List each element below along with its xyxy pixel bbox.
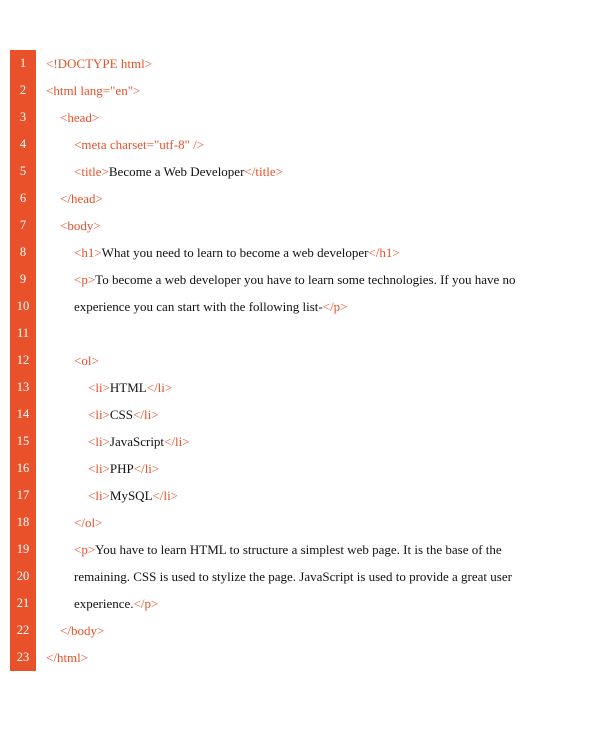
code-token-tag: <li> (88, 407, 110, 422)
line-number: 9 (19, 272, 27, 286)
code-line (10, 617, 590, 644)
code-token-tag: <head> (60, 110, 100, 125)
code-line (10, 293, 590, 320)
code-line (10, 536, 590, 563)
line-number: 20 (16, 569, 30, 583)
code-token-text: MySQL (109, 488, 153, 503)
line-number: 1 (19, 56, 27, 70)
line-number: 11 (16, 326, 30, 340)
code-token-tag: <!DOCTYPE html> (46, 56, 153, 71)
code-token-tag: <p> (74, 542, 96, 557)
line-number: 3 (19, 110, 27, 124)
code-token-text: CSS (109, 407, 134, 422)
code-token-tag: </li> (133, 407, 159, 422)
code-token-tag: </head> (60, 191, 103, 206)
line-number: 2 (19, 83, 27, 97)
code-line (10, 401, 590, 428)
code-token-text: experience. (74, 596, 134, 611)
code-line (10, 158, 590, 185)
code-token-tag: </li> (152, 488, 179, 503)
code-token-tag: <h1> (74, 245, 102, 260)
line-number: 17 (16, 488, 30, 502)
line-number: 14 (16, 407, 30, 421)
code-token-text: HTML (109, 380, 147, 395)
code-token-text: JavaScript (109, 434, 165, 449)
code-line (10, 482, 590, 509)
line-number: 6 (19, 191, 27, 205)
code-token-tag: </li> (133, 461, 160, 476)
code-text (74, 347, 99, 374)
code-token-tag: </p> (133, 596, 159, 611)
code-token-tag: <li> (88, 434, 110, 449)
code-text (88, 455, 159, 482)
code-text (74, 266, 516, 293)
line-number: 15 (16, 434, 30, 448)
code-line (10, 77, 590, 104)
code-line (10, 374, 590, 401)
code-token-tag: </ol> (74, 515, 103, 530)
code-token-tag: <ol> (74, 353, 99, 368)
line-number: 5 (19, 164, 27, 178)
line-number: 23 (16, 650, 30, 664)
code-text (46, 77, 140, 104)
code-token-text: To become a web developer you have to learn some technologies. If you have no (95, 272, 516, 287)
code-token-tag: <body> (60, 218, 101, 233)
code-text (74, 536, 502, 563)
code-lines (10, 50, 590, 671)
code-line (10, 563, 590, 590)
code-line (10, 590, 590, 617)
code-token-text: Become a Web Developer (108, 164, 245, 179)
code-line (10, 455, 590, 482)
code-text (74, 131, 204, 158)
code-token-text: remaining. CSS is used to stylize the page. JavaScript is used to provide a great user (74, 569, 512, 584)
code-text (74, 293, 348, 320)
code-text (88, 401, 159, 428)
code-text (60, 617, 104, 644)
code-text (60, 104, 99, 131)
code-token-tag: <meta charset="utf-8" /> (74, 137, 205, 152)
line-number: 16 (16, 461, 30, 475)
code-line (10, 266, 590, 293)
code-line (10, 185, 590, 212)
code-token-tag: </li> (164, 434, 190, 449)
code-line (10, 131, 590, 158)
code-token-tag: </p> (322, 299, 348, 314)
code-token-text: You have to learn HTML to structure a simplest web page. It is the base of the (95, 542, 502, 557)
line-number: 13 (16, 380, 30, 394)
code-token-text: experience you can start with the following list- (74, 299, 323, 314)
code-token-tag: <p> (74, 272, 96, 287)
code-text (74, 239, 400, 266)
code-line (10, 644, 590, 671)
code-token-tag: </html> (46, 650, 89, 665)
code-line (10, 239, 590, 266)
code-text (60, 185, 103, 212)
line-number: 22 (16, 623, 30, 637)
code-line (10, 428, 590, 455)
line-number: 7 (19, 218, 27, 232)
code-token-tag: </h1> (368, 245, 400, 260)
code-line (10, 347, 590, 374)
code-text (74, 158, 283, 185)
code-token-text: PHP (109, 461, 134, 476)
code-text (74, 509, 102, 536)
code-token-tag: </title> (244, 164, 283, 179)
code-token-tag: <li> (88, 380, 110, 395)
line-number: 19 (16, 542, 30, 556)
code-token-tag: </body> (60, 623, 105, 638)
line-number: 10 (16, 299, 30, 313)
code-text (74, 590, 158, 617)
code-text (46, 644, 88, 671)
line-number: 18 (16, 515, 30, 529)
code-text (88, 482, 178, 509)
line-number: 8 (19, 245, 27, 259)
code-token-tag: <title> (74, 164, 109, 179)
code-view (10, 50, 590, 671)
code-text (88, 428, 190, 455)
code-line (10, 212, 590, 239)
code-token-tag: <li> (88, 461, 110, 476)
line-number: 21 (16, 596, 30, 610)
code-line (10, 104, 590, 131)
code-token-tag: </li> (146, 380, 173, 395)
code-text (46, 50, 152, 77)
code-token-tag: <li> (88, 488, 110, 503)
code-text (88, 374, 172, 401)
line-number: 4 (19, 137, 27, 151)
code-line (10, 320, 590, 347)
code-text (74, 563, 512, 590)
line-number: 12 (16, 353, 30, 367)
code-token-text: What you need to learn to become a web developer (101, 245, 369, 260)
code-text (60, 212, 101, 239)
code-line (10, 509, 590, 536)
code-line (10, 50, 590, 77)
code-token-tag: <html lang="en"> (46, 83, 141, 98)
